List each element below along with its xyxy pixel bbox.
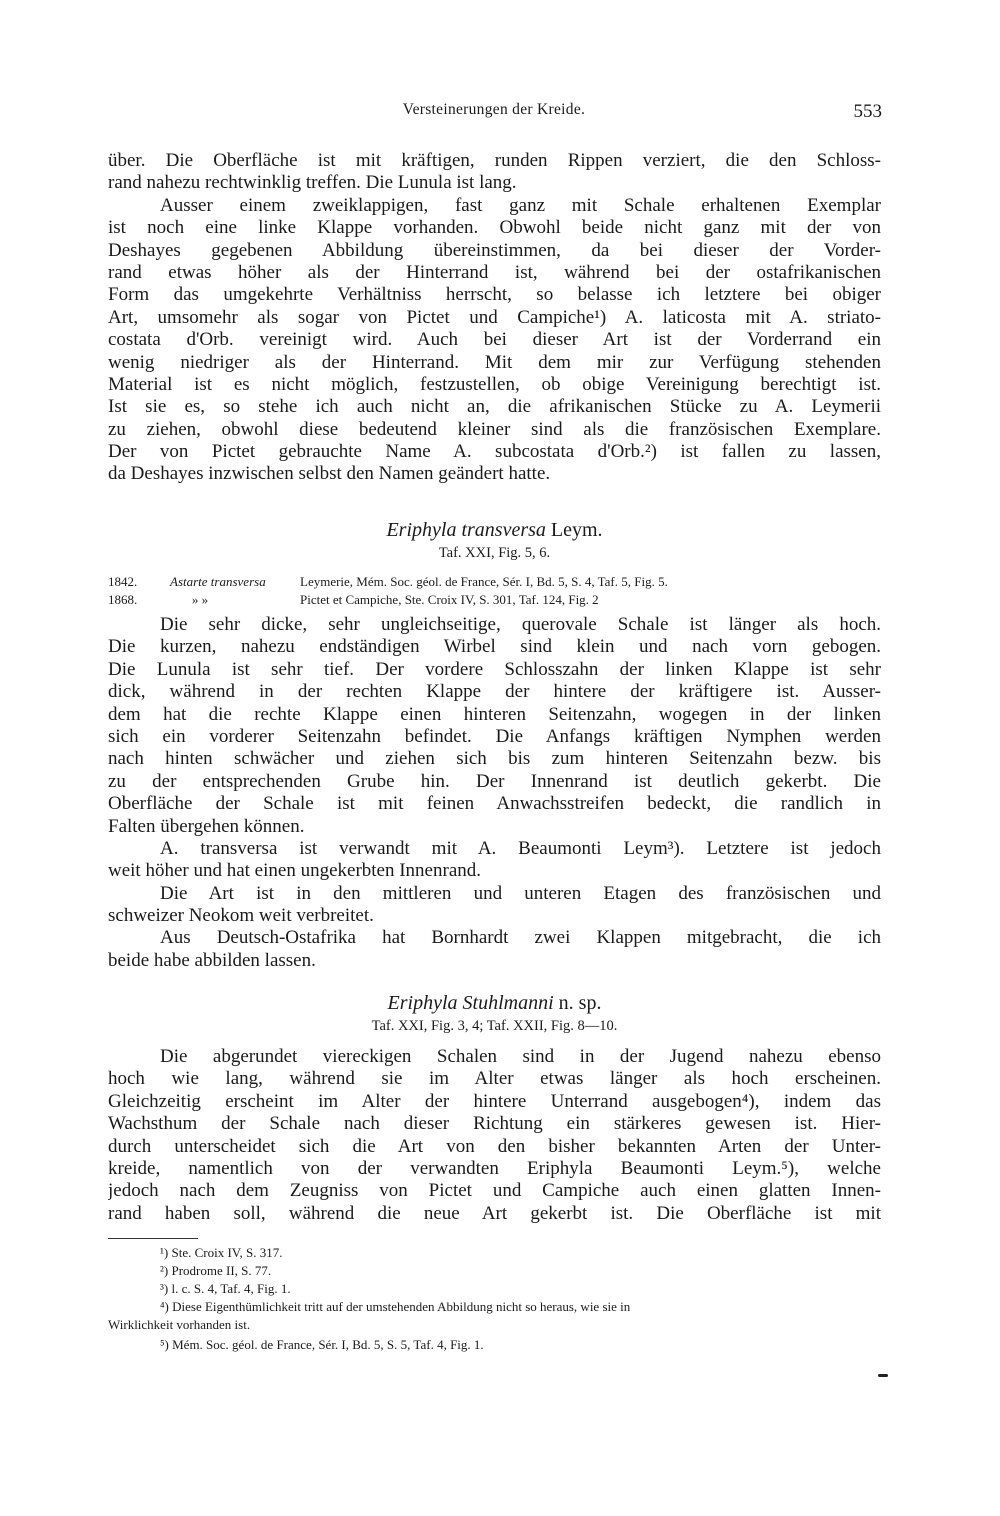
text-line: wenig niedriger als der Hinterrand. Mit dem mir zur Verfügung stehenden	[108, 351, 881, 373]
text-line: Die sehr dicke, sehr ungleichseitige, querovale Schale ist länger als hoch.	[160, 614, 881, 635]
text-line: schweizer Neokom weit verbreitet.	[108, 905, 374, 927]
synonymy-year: 1842.	[108, 574, 138, 589]
text-line: Deshayes gegebenen Abbildung übereinstimmen, da bei dieser der Vorder-	[108, 239, 881, 261]
text-line: Ausser einem zweiklappigen, fast ganz mit Schale erhaltenen Exemplar	[160, 194, 881, 216]
intro-text	[108, 150, 881, 486]
text-line: Oberfläche der Schale ist mit feinen Anwachsstreifen bedeckt, die randlich in	[108, 793, 881, 815]
text-line: Der von Pictet gebrauchte Name A. subcostata d'Orb.²) ist fallen zu lassen,	[108, 441, 881, 463]
text-line: Wachsthum der Schale nach dieser Richtung ein stärkeres gewesen ist. Hier-	[108, 1113, 881, 1135]
species-heading	[108, 992, 881, 1015]
text-line: durch unterscheidet sich die Art von den bisher bekannten Arten der Unter-	[108, 1135, 881, 1157]
species-author: Leym.	[550, 519, 603, 541]
footnote-continuation: Wirklichkeit vorhanden ist.	[108, 1317, 251, 1332]
text-line: Die abgerundet viereckigen Schalen sind in der Jugend nahezu ebenso	[160, 1046, 881, 1067]
text-line: A. transversa ist verwandt mit A. Beaumonti Leym³). Letztere ist jedoch	[160, 837, 881, 859]
text-line: Aus Deutsch-Ostafrika hat Bornhardt zwei Klappen mitgebracht, die ich	[160, 927, 881, 949]
synonymy-year: 1868.	[108, 592, 138, 607]
footnote: ³) l. c. S. 4, Taf. 4, Fig. 1.	[160, 1281, 291, 1296]
text-line: hoch wie lang, während sie im Alter etwas länger als hoch erscheinen.	[108, 1068, 881, 1090]
running-head	[108, 101, 880, 125]
page-number: 553	[853, 101, 882, 122]
text-line: ist noch eine linke Klappe vorhanden. Obwohl beide nicht ganz mit der von	[108, 217, 881, 239]
running-title: Versteinerungen der Kreide.	[402, 101, 586, 118]
text-line: rand etwas höher als der Hinterrand ist, während bei der ostafrikanischen	[108, 261, 881, 283]
text-line: costata d'Orb. vereinigt wird. Auch bei dieser Art ist der Vorderrand ein	[108, 329, 881, 351]
footnote: ²) Prodrome II, S. 77.	[160, 1263, 272, 1278]
plate-reference: Taf. XXI, Fig. 3, 4; Taf. XXII, Fig. 8—10.	[371, 1018, 618, 1034]
footnote-rule	[108, 1238, 198, 1239]
text-line: rand nahezu rechtwinklig treffen. Die Lunula ist lang.	[108, 172, 517, 194]
text-line: Die Lunula ist sehr tief. Der vordere Schlosszahn der linken Klappe ist sehr	[108, 658, 881, 680]
text-line: sich ein vorderer Seitenzahn befindet. Die Anfangs kräftigen Nymphen werden	[108, 725, 881, 747]
synonymy-reference: Leymerie, Mém. Soc. géol. de France, Sér. I, Bd. 5, S. 4, Taf. 5, Fig. 5.	[300, 574, 668, 589]
species-heading	[108, 519, 881, 542]
text-line: Gleichzeitig erscheint im Alter der hintere Unterrand ausgebogen⁴), indem das	[108, 1090, 881, 1112]
text-line: zu ziehen, obwohl diese bedeutend kleiner sind als die französischen Exemplare.	[108, 418, 881, 440]
ditto-mark: » »	[191, 592, 209, 607]
text-line: Falten übergehen können.	[108, 815, 305, 837]
species-name: Eriphyla transversa	[386, 519, 546, 541]
plate-reference: Taf. XXI, Fig. 5, 6.	[438, 545, 551, 561]
synonymy-taxon: Astarte transversa	[170, 574, 266, 589]
synonymy-reference: Pictet et Campiche, Ste. Croix IV, S. 301, Taf. 124, Fig. 2	[300, 592, 599, 607]
text-line: Die kurzen, nahezu endständigen Wirbel sind klein und nach vorn gebogen.	[108, 636, 881, 658]
synonymy-entry	[108, 573, 881, 591]
text-line: nach hinten schwächer und ziehen sich bis zum hinteren Seitenzahn bezw. bis	[108, 748, 881, 770]
text-line: jedoch nach dem Zeugniss von Pictet und Campiche auch einen glatten Innen-	[108, 1180, 881, 1202]
text-line: rand haben soll, während die neue Art gekerbt ist. Die Oberfläche ist mit	[108, 1202, 881, 1224]
synonymy-entry	[108, 591, 881, 609]
text-line: über. Die Oberfläche ist mit kräftigen, runden Rippen verziert, die den Schloss-	[108, 150, 881, 171]
print-mark	[878, 1374, 888, 1377]
text-line: weit höher und hat einen ungekerbten Innenrand.	[108, 860, 482, 882]
text-line: dem hat die rechte Klappe einen hinteren Seitenzahn, wogegen in der linken	[108, 703, 881, 725]
text-line: beide habe abbilden lassen.	[108, 949, 316, 971]
text-line: Form das umgekehrte Verhältniss herrscht, so belasse ich letztere bei obiger	[108, 284, 881, 306]
text-line: Art, umsomehr als sogar von Pictet und Campiche¹) A. laticosta mit A. striato-	[108, 306, 881, 328]
text-line: Material ist es nicht möglich, festzustellen, ob obige Vereinigung berechtigt ist.	[108, 373, 881, 395]
text-line: Die Art ist in den mittleren und unteren Etagen des französischen und	[160, 882, 881, 904]
synonymy-taxon	[170, 591, 300, 609]
footnote: ⁵) Mém. Soc. géol. de France, Sér. I, Bd. 5, S. 5, Taf. 4, Fig. 1.	[160, 1337, 484, 1352]
text-line: da Deshayes inzwischen selbst den Namen geändert hatte.	[108, 463, 551, 485]
footnote: ⁴) Diese Eigenthümlichkeit tritt auf der umstehenden Abbildung nicht so heraus, wie sie in	[160, 1299, 631, 1314]
species2-description	[108, 1046, 881, 1225]
species-author: n. sp.	[558, 992, 602, 1014]
species-name: Eriphyla Stuhlmanni	[387, 992, 554, 1014]
text-line: kreide, namentlich von der verwandten Eriphyla Beaumonti Leym.⁵), welche	[108, 1157, 881, 1179]
text-line: dick, während in der rechten Klappe der hintere der kräftigere ist. Ausser-	[108, 681, 881, 703]
text-line: zu der entsprechenden Grube hin. Der Innenrand ist deutlich gekerbt. Die	[108, 770, 881, 792]
text-line: Ist sie es, so stehe ich auch nicht an, die afrikanischen Stücke zu A. Leymerii	[108, 396, 881, 418]
species1-description	[108, 614, 881, 972]
footnote: ¹) Ste. Croix IV, S. 317.	[160, 1245, 283, 1260]
